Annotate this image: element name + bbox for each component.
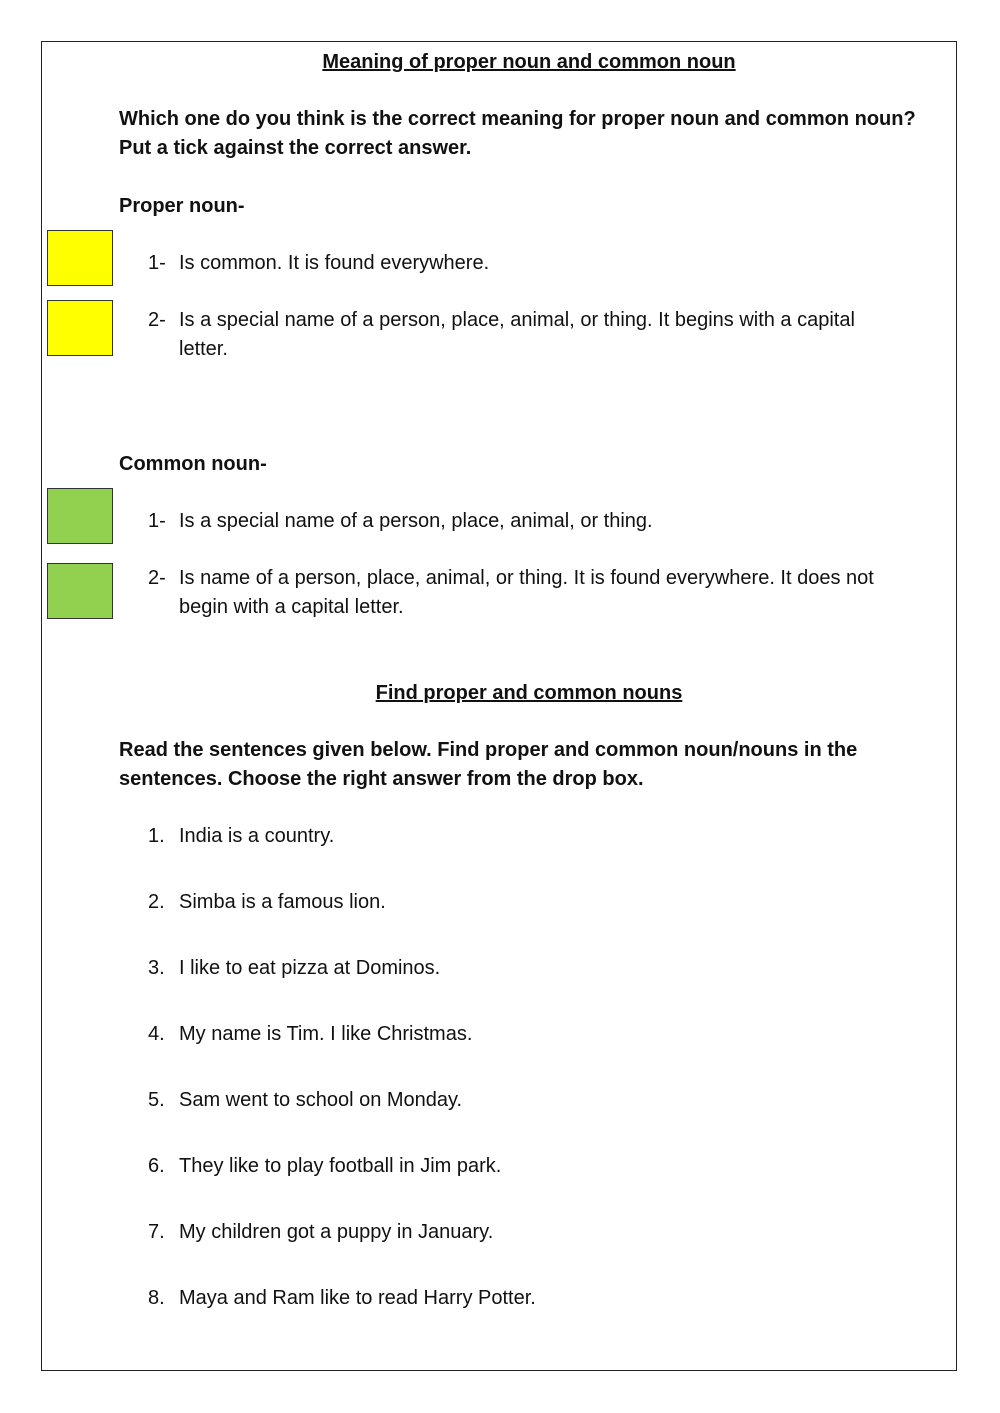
sentence-text: Sam went to school on Monday.	[179, 1089, 463, 1111]
sentence-number: 2.	[148, 891, 165, 913]
section-title-find-nouns: Find proper and common nouns	[375, 682, 683, 704]
proper-noun-heading: Proper noun-	[119, 195, 245, 217]
sentence-number: 7.	[148, 1221, 165, 1243]
proper-option-2-tick-box[interactable]	[47, 300, 113, 356]
sentence-text: Maya and Ram like to read Harry Potter.	[179, 1287, 536, 1309]
read-instruction-line-1: Read the sentences given below. Find proper and common noun/nouns in the	[119, 739, 858, 761]
instruction-line-2: Put a tick against the correct answer.	[119, 137, 472, 159]
sentence-number: 4.	[148, 1023, 165, 1045]
common-noun-heading: Common noun-	[119, 453, 267, 475]
sentence-text: India is a country.	[179, 825, 335, 847]
sentence-number: 3.	[148, 957, 165, 979]
instruction-line-1: Which one do you think is the correct meaning for proper noun and common noun?	[119, 108, 916, 130]
sentence-number: 6.	[148, 1155, 165, 1177]
option-text-line-2: begin with a capital letter.	[179, 596, 404, 618]
option-number: 2-	[148, 567, 166, 589]
sentence-number: 1.	[148, 825, 165, 847]
sentence-text: I like to eat pizza at Dominos.	[179, 957, 441, 979]
sentence-text: They like to play football in Jim park.	[179, 1155, 502, 1177]
sentence-text: My name is Tim. I like Christmas.	[179, 1023, 473, 1045]
option-number: 2-	[148, 309, 166, 331]
sentence-number: 5.	[148, 1089, 165, 1111]
option-text: Is common. It is found everywhere.	[179, 252, 490, 274]
sentence-number: 8.	[148, 1287, 165, 1309]
common-option-2-tick-box[interactable]	[47, 563, 113, 619]
option-text-line-2: letter.	[179, 338, 228, 360]
option-text: Is a special name of a person, place, animal, or thing.	[179, 510, 653, 532]
option-text-line-1: Is name of a person, place, animal, or thing. It is found everywhere. It does not	[179, 567, 874, 589]
sentence-text: Simba is a famous lion.	[179, 891, 386, 913]
read-instruction-line-2: sentences. Choose the right answer from the drop box.	[119, 768, 644, 790]
proper-option-1-tick-box[interactable]	[47, 230, 113, 286]
option-text-line-1: Is a special name of a person, place, animal, or thing. It begins with a capital	[179, 309, 855, 331]
sentence-text: My children got a puppy in January.	[179, 1221, 494, 1243]
option-number: 1-	[148, 510, 166, 532]
section-title-meaning: Meaning of proper noun and common noun	[322, 51, 736, 73]
option-number: 1-	[148, 252, 166, 274]
common-option-1-tick-box[interactable]	[47, 488, 113, 544]
